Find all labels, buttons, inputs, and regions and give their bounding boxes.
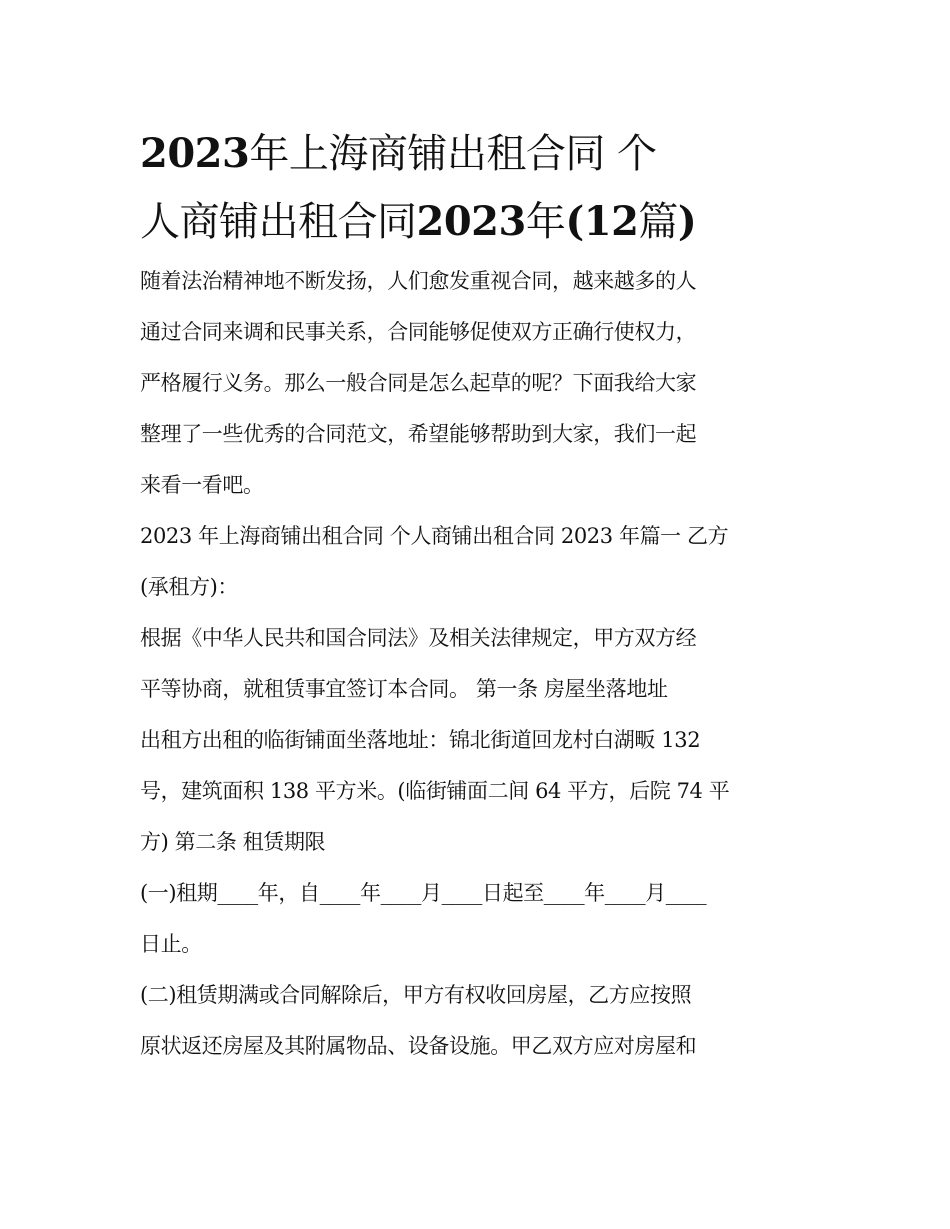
title-segment: 人商铺出租合同	[140, 199, 417, 245]
document-page	[140, 120, 812, 1072]
body-line: 严格履行义务。那么一般合同是怎么起草的呢？下面我给大家	[140, 371, 697, 395]
body-line: (承租方)：	[140, 575, 238, 599]
title-segment: 2023	[416, 198, 526, 245]
body-line: (二)租赁期满或合同解除后，甲方有权收回房屋，乙方应按照	[140, 983, 692, 1007]
body-line: 来看一看吧。	[140, 473, 264, 497]
title-line-2	[140, 188, 812, 256]
body-line: 号，建筑面积 138 平方米。(临街铺面二间 64 平方，后院 74 平	[140, 779, 730, 803]
body-line: 根据《中华人民共和国合同法》及相关法律规定，甲方双方经	[140, 626, 697, 650]
title-segment: (12	[565, 198, 639, 245]
body-line: 随着法治精神地不断发扬，人们愈发重视合同，越来越多的人	[140, 269, 697, 293]
document-body	[140, 256, 812, 1072]
document-title	[140, 120, 812, 256]
body-line: 原状返还房屋及其附属物品、设备设施。甲乙双方应对房屋和	[140, 1034, 697, 1058]
title-segment: 年	[525, 199, 566, 245]
body-line: 出租方出租的临街铺面坐落地址：锦北街道回龙村白湖畈 132	[140, 728, 701, 752]
body-line: 方) 第二条 租赁期限	[140, 830, 326, 854]
title-segment: )	[677, 198, 697, 245]
body-line: 平等协商，就租赁事宜签订本合同。 第一条 房屋坐落地址	[140, 677, 668, 701]
body-line: 整理了一些优秀的合同范文，希望能够帮助到大家，我们一起	[140, 422, 697, 446]
body-line: (一)租期____年，自____年____月____日起至____年____月____	[140, 881, 707, 905]
title-segment: 2023	[140, 130, 250, 177]
body-line: 通过合同来调和民事关系，合同能够促使双方正确行使权力，	[140, 320, 697, 344]
body-line: 日止。	[140, 932, 202, 956]
title-segment: 篇	[638, 199, 678, 245]
title-segment: 年上海商铺出租合同 个	[249, 131, 657, 177]
body-line: 2023 年上海商铺出租合同 个人商铺出租合同 2023 年篇一 乙方	[140, 524, 729, 548]
title-line-1	[140, 120, 812, 188]
